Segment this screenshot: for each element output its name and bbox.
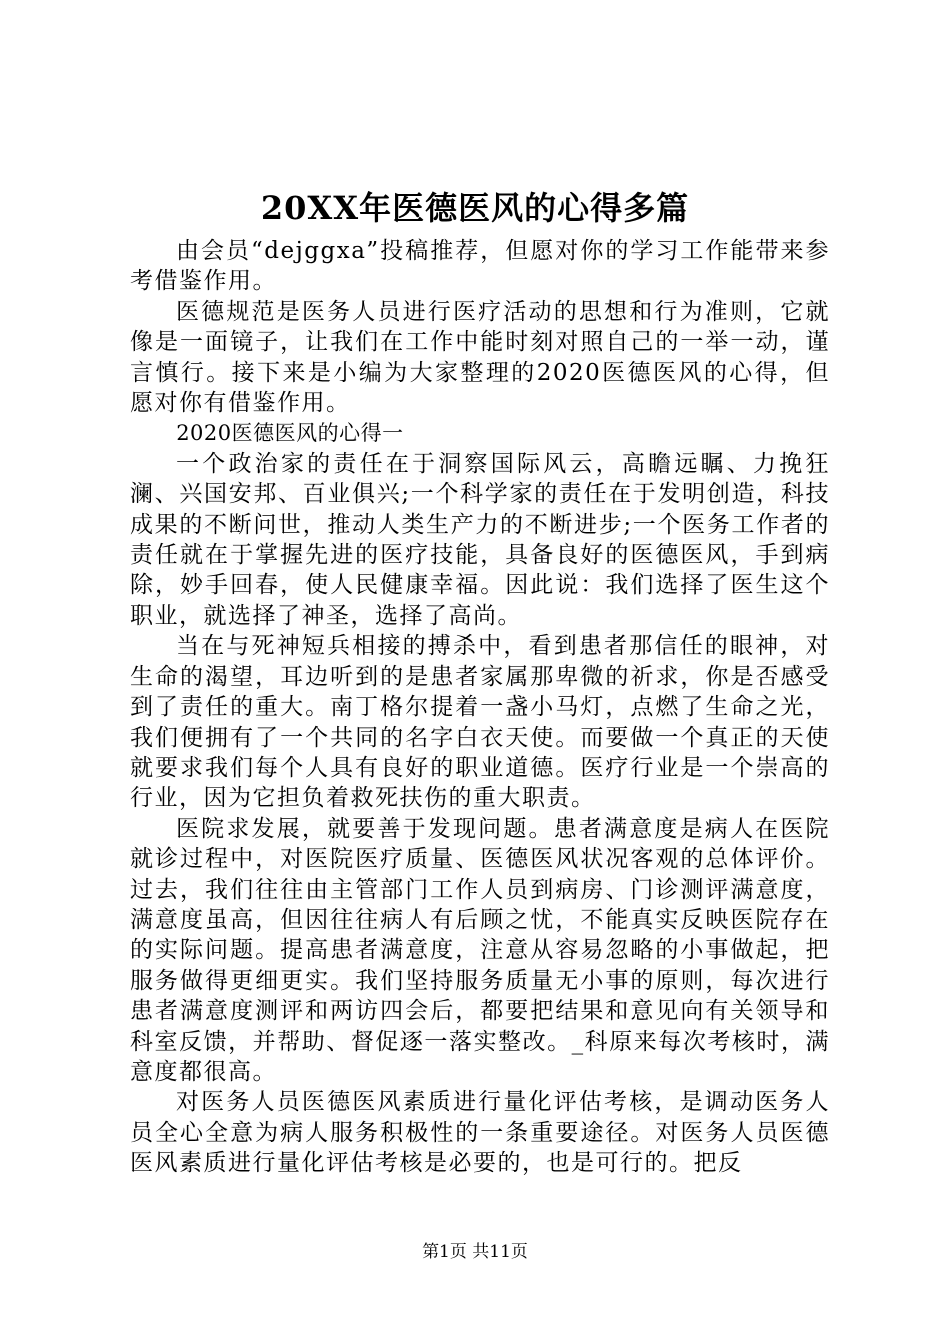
body-paragraph: 当在与死神短兵相接的搏杀中，看到患者那信任的眼神，对生命的渴望，耳边听到的是患者家属那卑微的祈求，你是否感受到了责任的重大。南丁格尔提着一盏小马灯，点燃了生命之光，我们便拥有了一个共同的名字白衣天使。而要做一个真正的天使就要求我们每个人具有良好的职业道德。医疗行业是一个崇高的行业，因为它担负着救死扶伤的重大职责。 [130, 633, 830, 812]
body-paragraph: 对医务人员医德医风素质进行量化评估考核，是调动医务人员全心全意为病人服务积极性的一条重要途径。对医务人员医德医风素质进行量化评估考核是必要的，也是可行的。把反 [130, 1089, 830, 1177]
intro-paragraph: 医德规范是医务人员进行医疗活动的思想和行为准则，它就像是一面镜子，让我们在工作中能时刻对照自己的一举一动，谨言慎行。接下来是小编为大家整理的2020医德医风的心得，但愿对你有借鉴作用。 [130, 298, 830, 417]
section-heading: 2020医德医风的心得一 [176, 421, 404, 446]
intro-paragraph: 由会员“dejggxa”投稿推荐，但愿对你的学习工作能带来参考借鉴作用。 [130, 238, 830, 295]
body-paragraph: 医院求发展，就要善于发现问题。患者满意度是病人在医院就诊过程中，对医院医疗质量、医德医风状况客观的总体评价。过去，我们往往由主管部门工作人员到病房、门诊测评满意度，满意度虽高，但因往往病人有后顾之忧，不能真实反映医院存在的实际问题。提高患者满意度，注意从容易忽略的小事做起，把服务做得更细更实。我们坚持服务质量无小事的原则，每次进行患者满意度测评和两访四会后，都要把结果和意见向有关领导和科室反馈，并帮助、督促逐一落实整改。_科原来每次考核时，满意度都很高。 [130, 815, 830, 1085]
document-title: 20XX年医德医风的心得多篇 [260, 189, 690, 227]
document-body [130, 236, 830, 1179]
body-paragraph: 一个政治家的责任在于洞察国际风云，高瞻远瞩、力挽狂澜、兴国安邦、百业俱兴;一个科学家的责任在于发明创造，科技成果的不断问世，推动人类生产力的不断进步;一个医务工作者的责任就在于掌握先进的医疗技能，具备良好的医德医风，手到病除，妙手回春，使人民健康幸福。因此说：我们选择了医生这个职业，就选择了神圣，选择了高尚。 [130, 450, 830, 629]
page-footer: 第1页 共11页 [422, 1242, 528, 1262]
